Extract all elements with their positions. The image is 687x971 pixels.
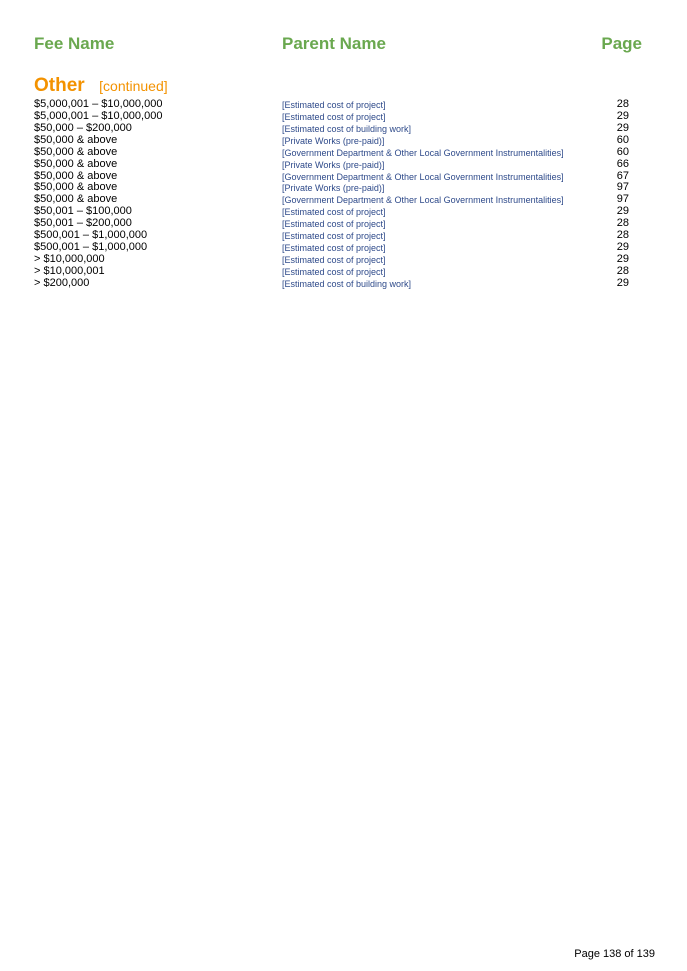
table-row — [0, 98, 687, 110]
fee-cell: $500,001 – $1,000,000 — [34, 241, 148, 254]
parent-cell: [Estimated cost of project] — [282, 254, 386, 265]
table-row — [0, 181, 687, 193]
table-row — [0, 253, 687, 265]
parent-cell: [Estimated cost of project] — [282, 111, 386, 122]
fee-cell: $50,000 & above — [34, 169, 118, 182]
page-cell: 60 — [616, 133, 629, 146]
fee-cell: > $200,000 — [34, 276, 90, 289]
page-cell: 66 — [616, 157, 629, 170]
page-cell: 97 — [616, 181, 629, 194]
table-row — [0, 110, 687, 122]
table-row — [0, 193, 687, 205]
table-row — [0, 205, 687, 217]
fee-table — [0, 98, 687, 289]
page-cell: 28 — [616, 217, 629, 230]
fee-cell: $50,000 & above — [34, 193, 118, 206]
parent-cell: [Estimated cost of project] — [282, 266, 386, 277]
table-row — [0, 241, 687, 253]
parent-cell: [Private Works (pre-paid)] — [282, 183, 385, 194]
parent-cell: [Estimated cost of project] — [282, 100, 386, 110]
fee-name-header: Fee Name — [34, 34, 115, 53]
page-cell: 28 — [616, 98, 629, 110]
page-cell: 29 — [616, 241, 629, 254]
page-cell: 97 — [616, 193, 629, 206]
page-footer: Page 138 of 139 — [574, 948, 655, 960]
page-cell: 29 — [616, 276, 629, 289]
table-row — [0, 146, 687, 158]
page-cell: 60 — [616, 145, 629, 158]
fee-cell: $50,001 – $100,000 — [34, 205, 132, 218]
parent-cell: [Private Works (pre-paid)] — [282, 135, 385, 146]
fee-cell: $5,000,001 – $10,000,000 — [34, 109, 163, 122]
section-heading — [34, 75, 168, 97]
page-cell: 67 — [616, 169, 629, 182]
parent-cell: [Estimated cost of building work] — [282, 123, 412, 134]
parent-cell: [Estimated cost of project] — [282, 207, 386, 218]
fee-cell: $50,001 – $200,000 — [34, 217, 132, 230]
fee-cell: > $10,000,000 — [34, 252, 105, 265]
section-name: Other — [34, 75, 85, 96]
table-row — [0, 170, 687, 182]
table-row — [0, 158, 687, 170]
parent-cell: [Estimated cost of project] — [282, 219, 386, 230]
table-row — [0, 229, 687, 241]
table-row — [0, 134, 687, 146]
fee-cell: $5,000,001 – $10,000,000 — [34, 98, 163, 110]
parent-name-header: Parent Name — [282, 34, 386, 53]
parent-cell: [Estimated cost of project] — [282, 231, 386, 242]
page-cell: 29 — [616, 121, 629, 134]
page-cell: 29 — [616, 109, 629, 122]
page-cell: 29 — [616, 252, 629, 265]
page-cell: 28 — [616, 264, 629, 277]
parent-cell: [Government Department & Other Local Government Instrumentalities] — [282, 171, 564, 182]
parent-cell: [Estimated cost of building work] — [282, 278, 412, 289]
fee-cell: > $10,000,001 — [34, 264, 105, 277]
page-cell: 29 — [616, 205, 629, 218]
section-continued-label: [continued] — [99, 78, 168, 94]
parent-cell: [Estimated cost of project] — [282, 243, 386, 254]
table-row — [0, 265, 687, 277]
table-row — [0, 217, 687, 229]
page-header: Page — [601, 34, 642, 53]
fee-cell: $50,000 & above — [34, 157, 118, 170]
fee-cell: $50,000 & above — [34, 133, 118, 146]
fee-cell: $50,000 & above — [34, 145, 118, 158]
page-cell: 28 — [616, 229, 629, 242]
fee-cell: $500,001 – $1,000,000 — [34, 229, 148, 242]
parent-cell: [Government Department & Other Local Government Instrumentalities] — [282, 195, 564, 206]
table-row — [0, 277, 687, 289]
parent-cell: [Private Works (pre-paid)] — [282, 159, 385, 170]
fee-cell: $50,000 – $200,000 — [34, 121, 132, 134]
table-row — [0, 122, 687, 134]
fee-cell: $50,000 & above — [34, 181, 118, 194]
parent-cell: [Government Department & Other Local Government Instrumentalities] — [282, 147, 564, 158]
